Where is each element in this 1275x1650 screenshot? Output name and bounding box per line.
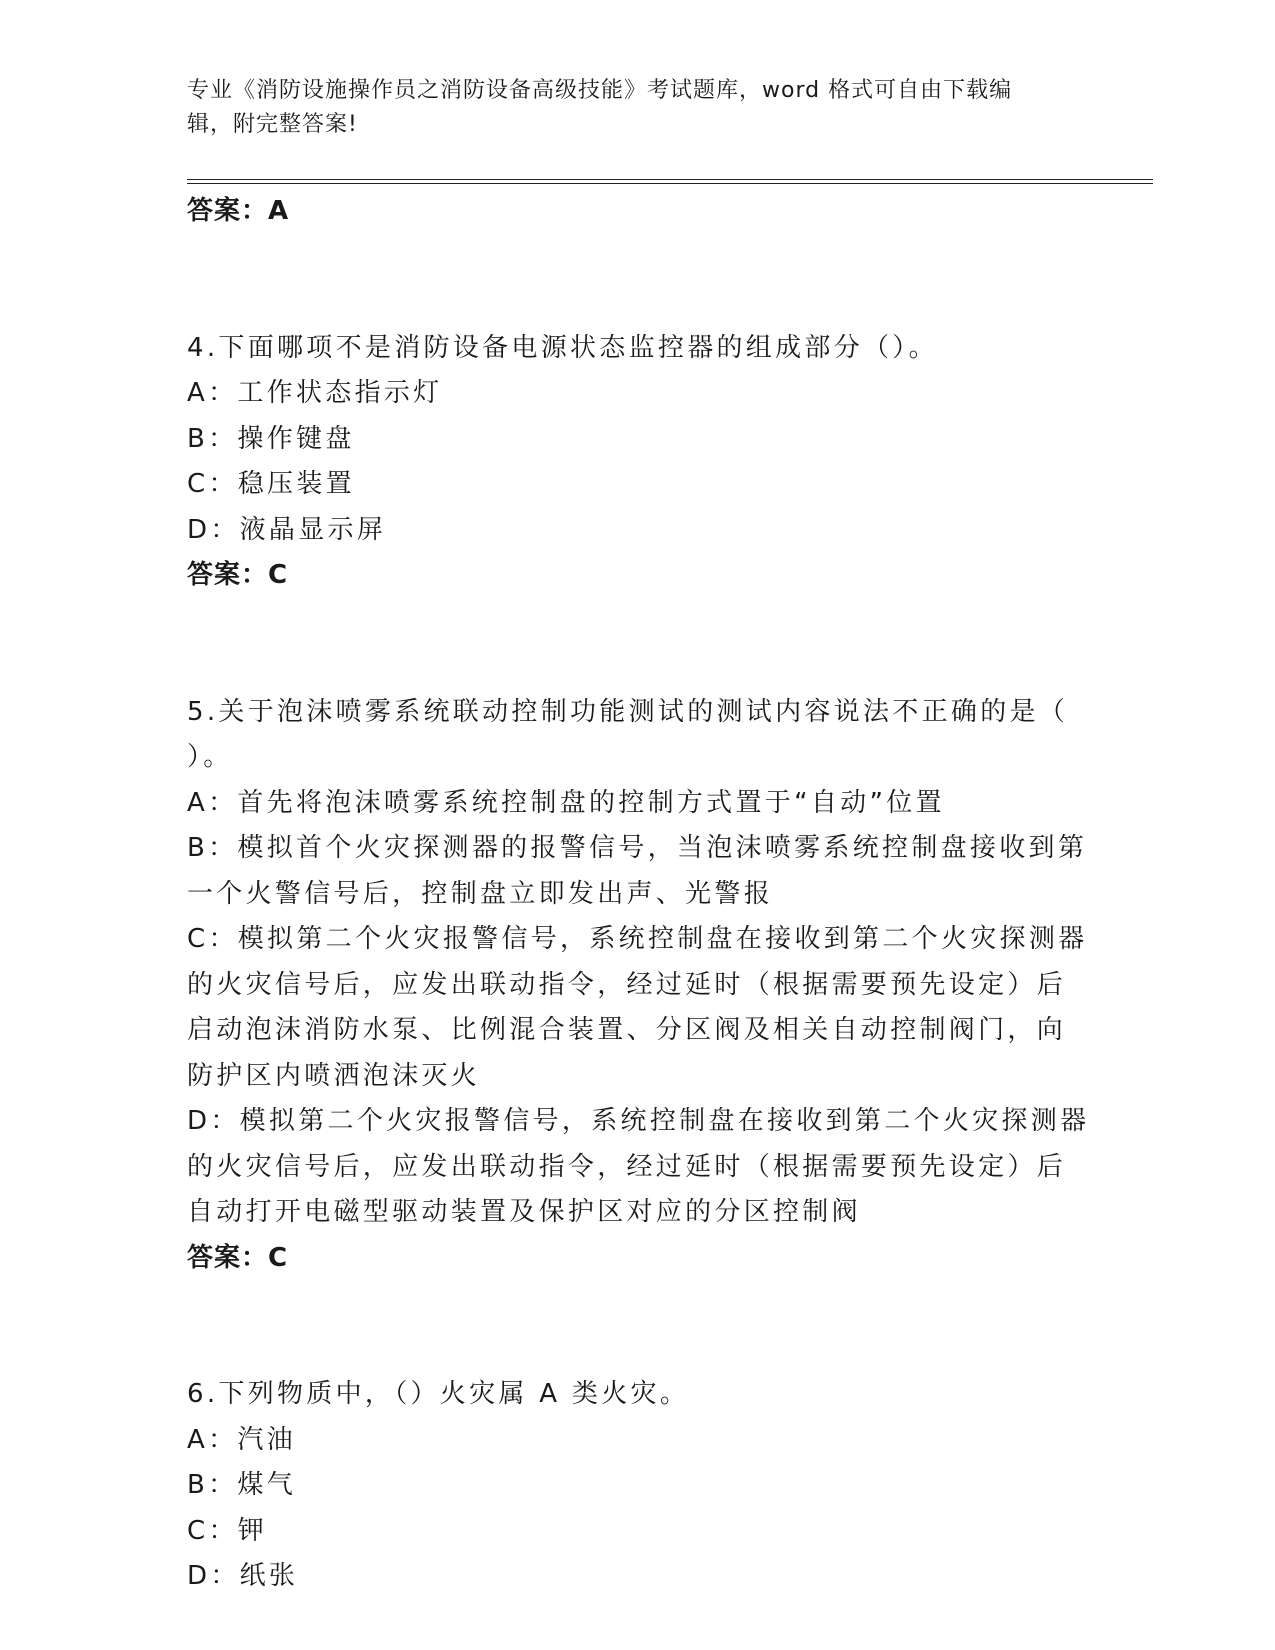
question-6-option-b: B：煤气 (187, 1470, 297, 1500)
question-6-option-a: A：汽油 (187, 1424, 296, 1455)
header-divider-top (187, 179, 1153, 180)
question-5-text-line-1: 5.关于泡沫喷雾系统联动控制功能测试的测试内容说法不正确的是（ (187, 696, 1069, 727)
question-5-option-d-line-2: 的火灾信号后，应发出联动指令，经过延时（根据需要预先设定）后 (187, 1151, 1067, 1182)
header-divider-bottom (187, 183, 1153, 184)
question-5-option-b-line-2: 一个火警信号后，控制盘立即发出声、光警报 (187, 878, 774, 909)
question-5-option-a: A：首先将泡沫喷雾系统控制盘的控制方式置于“自动”位置 (187, 787, 945, 818)
question-5-option-b-line-1: B：模拟首个火灾探测器的报警信号，当泡沫喷雾系统控制盘接收到第 (187, 833, 1088, 863)
question-4-text: 4.下面哪项不是消防设备电源状态监控器的组成部分（）。 (187, 332, 938, 363)
header-line-2: 辑，附完整答案! (187, 112, 358, 137)
question-4 (187, 326, 1087, 599)
question-4-option-d: D：液晶显示屏 (187, 514, 387, 545)
question-5-option-c-line-3: 启动泡沫消防水泵、比例混合装置、分区阀及相关自动控制阀门，向 (187, 1015, 1067, 1045)
question-4-answer: 答案：C (187, 560, 289, 590)
question-6-text: 6.下列物质中，（）火灾属 A 类火灾。 (187, 1379, 690, 1409)
question-5-option-d-line-1: D：模拟第二个火灾报警信号，系统控制盘在接收到第二个火灾探测器 (187, 1106, 1090, 1136)
answer-previous: 答案：A (187, 196, 290, 226)
document-body (187, 189, 1090, 1600)
question-5-answer: 答案：C (187, 1242, 289, 1273)
question-6 (187, 1372, 1087, 1600)
question-5-option-c-line-2: 的火灾信号后，应发出联动指令，经过延时（根据需要预先设定）后 (187, 969, 1067, 1000)
spacer (187, 235, 1087, 326)
header-line-1: 专业《消防设施操作员之消防设备高级技能》考试题库，word 格式可自由下载编 (187, 78, 1013, 103)
question-5-option-c-line-4: 防护区内喷洒泡沫灭火 (187, 1060, 481, 1091)
question-6-option-d: D：纸张 (187, 1561, 299, 1591)
question-5-option-d-line-3: 自动打开电磁型驱动装置及保护区对应的分区控制阀 (187, 1197, 861, 1227)
spacer (187, 1281, 1087, 1372)
question-4-option-b: B：操作键盘 (187, 423, 355, 454)
question-6-option-c: C：钾 (187, 1515, 268, 1546)
question-5-text-line-2: ）。 (187, 742, 233, 772)
spacer (187, 599, 1087, 690)
question-5 (187, 690, 1090, 1282)
question-4-option-a: A：工作状态指示灯 (187, 378, 443, 408)
question-4-option-c: C：稳压装置 (187, 469, 355, 499)
question-5-option-c-line-1: C：模拟第二个火灾报警信号，系统控制盘在接收到第二个火灾探测器 (187, 924, 1088, 954)
document-header (187, 74, 1067, 142)
